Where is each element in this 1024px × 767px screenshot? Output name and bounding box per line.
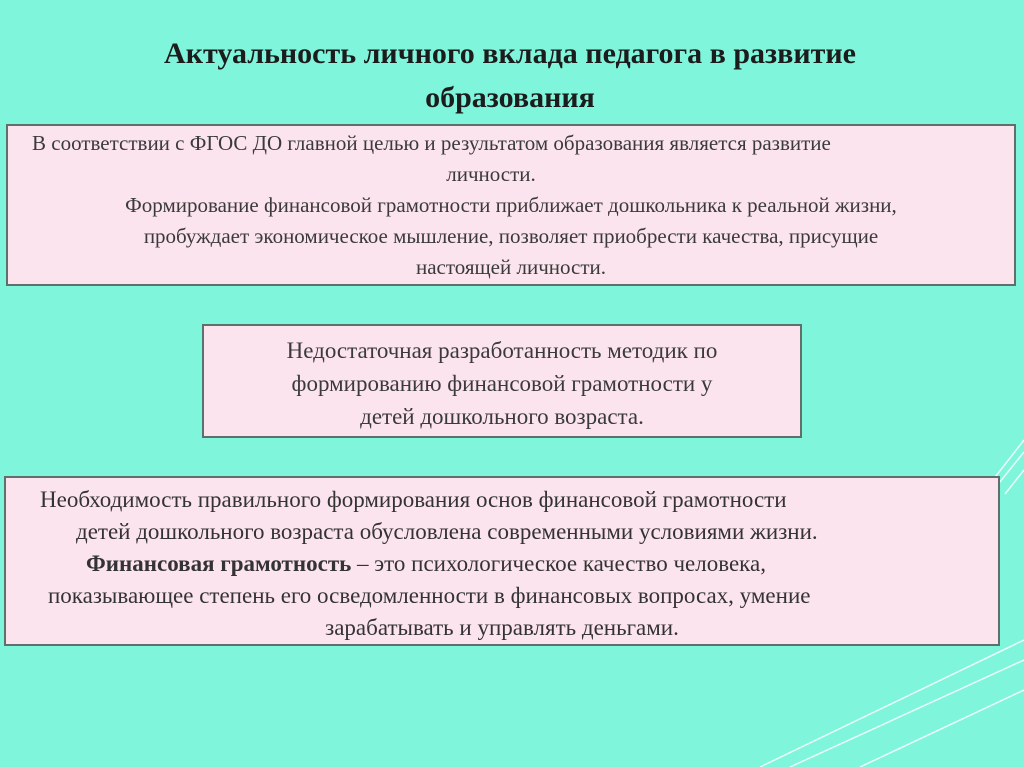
title-line-1: Актуальность личного вклада педагога в развитие <box>164 37 856 70</box>
box2-line-2: формированию финансовой грамотности у <box>291 371 713 396</box>
box1-line-1: В соответствии с ФГОС ДО главной целью и результатом образования является развитие <box>32 131 831 155</box>
box3-line-5: зарабатывать и управлять деньгами. <box>325 615 679 640</box>
box3-line-3 <box>16 548 988 580</box>
box1-line-3: Формирование финансовой грамотности приближает дошкольника к реальной жизни, <box>125 193 897 217</box>
box2-line-1: Недостаточная разработанность методик по <box>286 338 718 363</box>
financial-literacy-term: Финансовая грамотность <box>86 551 352 576</box>
fgos-text-box <box>6 124 1016 286</box>
box3-line-1: Необходимость правильного формирования основ финансовой грамотности <box>40 487 787 512</box>
box1-line-5: настоящей личности. <box>415 255 607 279</box>
box1-line-2: личности. <box>446 162 536 186</box>
box3-line-4: показывающее степень его осведомленности в финансовых вопросах, умение <box>48 583 811 608</box>
box1-line-4: пробуждает экономическое мышление, позволяет приобрести качества, присущие <box>143 224 879 248</box>
box3-line-2: детей дошкольного возраста обусловлена современными условиями жизни. <box>76 519 818 544</box>
financial-literacy-definition: – это психологическое качество человека, <box>351 551 766 576</box>
box2-line-3: детей дошкольного возраста. <box>360 404 644 429</box>
financial-literacy-text-box <box>4 476 1000 646</box>
methodology-text-box <box>202 324 802 438</box>
page-title <box>60 32 960 120</box>
title-line-2: образования <box>425 81 595 114</box>
